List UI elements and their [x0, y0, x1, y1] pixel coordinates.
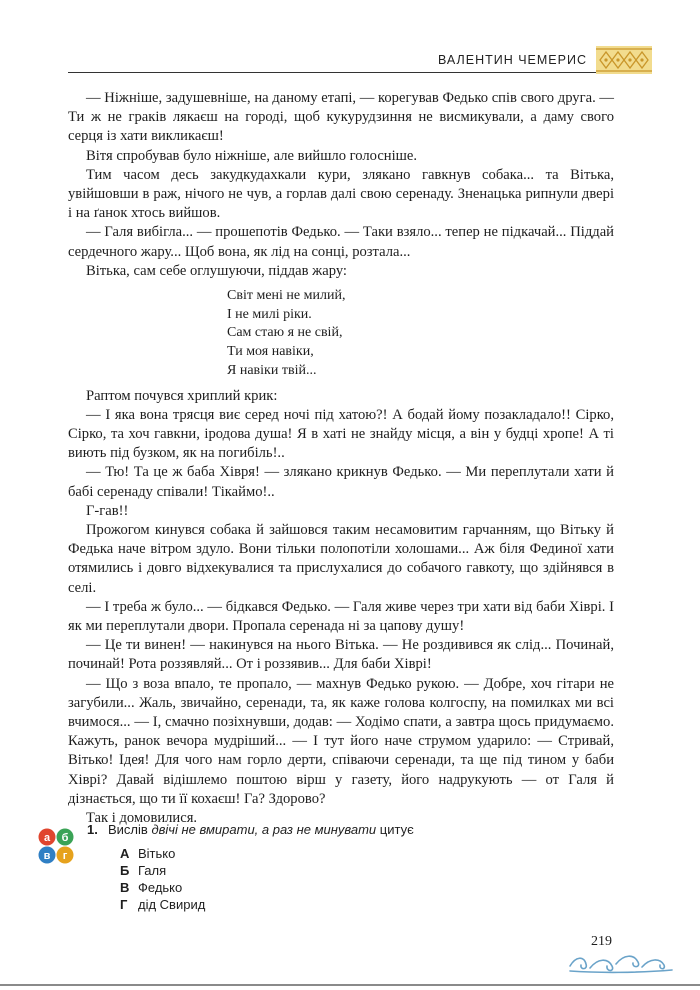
- paragraph: Вітька, сам себе оглушуючи, піддав жару:: [86, 262, 347, 279]
- answer-option: [120, 863, 166, 878]
- icon-letter: б: [61, 832, 69, 844]
- option-letter: Г: [120, 897, 128, 912]
- author-name: ВАЛЕНТИН ЧЕМЕРИС: [438, 53, 587, 67]
- paragraph: — Що з воза впало, те пропало, — махнув Федько рукою. — Добре, хоч гітари не загубили... Жаль, звичайно, серенади, та, як каже голова колгоспу, на помилках ми всі вчимося... — І, смачно позіхнувши, додав: — Ходімо спати, а завтра щось придумаємо. Кажуть, ранок вечора мудріший... — І тут його наче струмом ударило: — Стривай, Вітько! Ідея! Для чого нам горло дерти, співаючи серенади, та ще під тином у баби Хіврі? Давай відішлемо поштою вірш у газету, його надрукують — от Галя й дізнається, що ти її кохаєш! Га? Здорово?: [68, 675, 614, 807]
- paragraph: — Ніжніше, задушевніше, на даному етапі, — корегував Федько спів свого друга. — Ти ж не граків лякаєш на городі, щоб кукурудзиння не висмикували, а даму свого серця із хати викликаєш!: [68, 90, 614, 145]
- icon-letter: а: [43, 832, 51, 844]
- bottom-rule: [0, 984, 700, 986]
- paragraph: Тим часом десь закудкудахкали кури, злякано гавкнув собака... та Вітька, увійшовши в раж, нічого не чув, а горлав далі свою серенаду. Зненацька рипнули двері і на ґанок хтось вийшов.: [68, 166, 614, 222]
- paragraph: — І треба ж було... — бідкався Федько. — Галя живе через три хати від баби Хіврі. І як ми переплутали двори. Пропала серенада ні за цапову душу!: [68, 598, 614, 634]
- option-letter: В: [120, 880, 130, 895]
- option-text: дід Свирид: [138, 897, 206, 912]
- paragraph: — Галя вибігла... — прошепотів Федько. — Таки взяло... тепер не підкачай... Піддай сердечного жару... Щоб вона, як лід на сонці, розтала...: [68, 224, 614, 260]
- poem-line: І не милі ріки.: [227, 306, 312, 322]
- question-number: 1.: [87, 822, 98, 837]
- quiz-abvg-icon: [38, 828, 74, 864]
- option-text: Федько: [138, 880, 183, 895]
- ornament-icon: [596, 46, 652, 74]
- option-text: Галя: [138, 863, 167, 878]
- paragraph: Так і домовилися.: [86, 810, 198, 827]
- option-letter: Б: [120, 863, 130, 878]
- story-text: [68, 89, 614, 828]
- option-text: Вітько: [138, 846, 176, 861]
- question-text: [108, 822, 414, 837]
- page-number: 219: [591, 934, 612, 949]
- paragraph: Раптом почувся хриплий крик:: [86, 387, 278, 404]
- paragraph: Прожогом кинувся собака й зайшовся таким несамовитим гарчанням, що Вітьку й Федька наче вітром здуло. Вони тільки полопотіли холошами... Аж біля Фединої хати отямились і довго відхекувалися та прислухалися до собачого гавкоту, що здійнявся в селі.: [68, 521, 614, 596]
- question-part: цитує: [376, 822, 414, 837]
- poem: [227, 287, 614, 381]
- icon-letter: в: [43, 850, 51, 862]
- paragraph: — Це ти винен! — накинувся на нього Вітька. — Не роздивився як слід... Починай, починай! Рота роззявляй... От і роззявив... Для баби Хіврі!: [68, 637, 614, 673]
- poem-line: Я навіки твій...: [227, 362, 317, 378]
- poem-line: Світ мені не милий,: [227, 288, 346, 304]
- paragraph: Г-гав!!: [86, 502, 129, 519]
- paragraph: — І яка вона трясця виє серед ночі під хатою?! А бодай йому позакладало!! Сірко, Сірко, та хоч гавкни, іродова душа! Я в хаті не знайду місця, а він у будці хропе! А ті виють під бузком, як на погибіль!..: [68, 406, 614, 462]
- paragraph: Вітя спробував було ніжніше, але вийшло голосніше.: [86, 147, 418, 164]
- paragraph: — Тю! Та це ж баба Хівря! — злякано крикнув Федько. — Ми переплутали хати й бабі серенаду співали! Тікаймо!..: [68, 464, 614, 500]
- header-rule: [68, 72, 600, 73]
- answer-option: [120, 897, 205, 912]
- icon-letter: г: [62, 850, 68, 862]
- question-part: Вислів: [108, 822, 152, 837]
- answer-option: [120, 880, 182, 895]
- answer-option: [120, 846, 175, 861]
- option-letter: А: [120, 846, 130, 861]
- question-quote: двічі не вмирати, а раз не минувати: [151, 822, 377, 837]
- wave-ornament-icon: [568, 950, 674, 974]
- poem-line: Ти моя навіки,: [227, 344, 314, 360]
- poem-line: Сам стаю я не свій,: [227, 325, 343, 341]
